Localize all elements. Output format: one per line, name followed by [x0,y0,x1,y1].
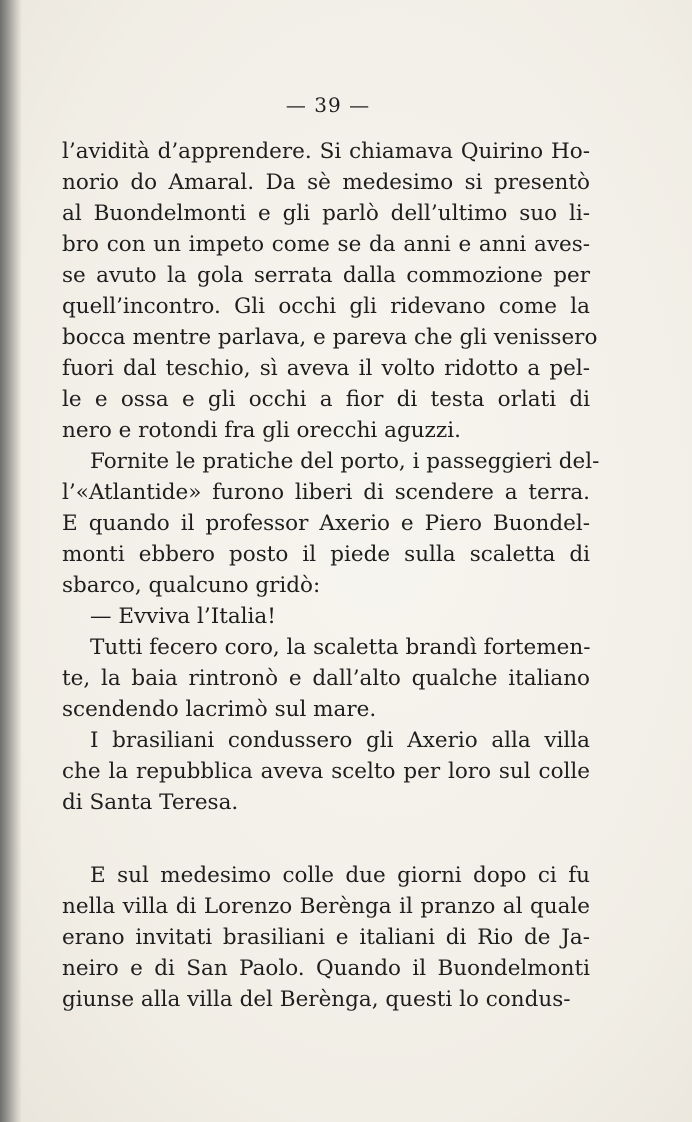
text-line: al Buondelmonti e gli parlò dell’ultimo suo li- [62,201,590,226]
text-line: se avuto la gola serrata dalla commozione per [62,263,590,288]
text-line: giunse alla villa del Berènga, questi lo condus- [62,987,571,1012]
text-line: te, la baia rintronò e dall’alto qualche italiano [62,666,590,691]
text-line: monti ebbero posto il piede sulla scaletta di [62,542,590,567]
text-line: I brasiliani condussero gli Axerio alla villa [90,728,590,753]
text-line: bro con un impeto come se da anni e anni aves- [62,232,590,257]
text-line: norio do Amaral. Da sè medesimo si presentò [62,170,590,195]
text-line: di Santa Teresa. [62,790,239,815]
text-line: Tutti fecero coro, la scaletta brandì fortemen- [90,635,591,660]
text-line: le e ossa e gli occhi a fior di testa orlati di [62,387,590,412]
text-line: E sul medesimo colle due giorni dopo ci fu [90,863,590,888]
text-line: che la repubblica aveva scelto per loro sul colle [62,759,590,784]
text-line: l’avidità d’apprendere. Si chiamava Quirino Ho- [62,139,590,164]
text-line: E quando il professor Axerio e Piero Buondel- [62,511,590,536]
paragraph [62,632,590,725]
section-break [62,818,590,860]
text-line: erano invitati brasiliani e italiani di Rio de Ja- [62,925,590,950]
paragraph [62,860,590,1015]
page-spine-shadow [0,0,22,1122]
text-block [62,92,600,1015]
text-line: sbarco, qualcuno gridò: [62,573,321,598]
text-line: bocca mentre parlava, e pareva che gli venissero [62,325,598,350]
text-line: l’«Atlantide» furono liberi di scendere a terra. [62,480,590,505]
paragraph [62,601,590,632]
text-line: — Evviva l’Italia! [90,604,276,629]
text-line: scendendo lacrimò sul mare. [62,697,377,722]
text-line: fuori dal teschio, sì aveva il volto ridotto a pel- [62,356,590,381]
text-line: quell’incontro. Gli occhi gli ridevano come la [62,294,590,319]
paragraph [62,136,598,446]
paragraphs-container [62,136,600,1015]
text-line: neiro e di San Paolo. Quando il Buondelmonti [62,956,590,981]
text-line: nella villa di Lorenzo Berènga il pranzo al quale [62,894,590,919]
paragraph [62,446,600,601]
page-number: — 39 — [285,93,371,117]
text-line: nero e rotondi fra gli orecchi aguzzi. [62,418,461,443]
text-line: Fornite le pratiche del porto, i passeggieri del- [90,449,600,474]
paragraph [62,725,590,818]
